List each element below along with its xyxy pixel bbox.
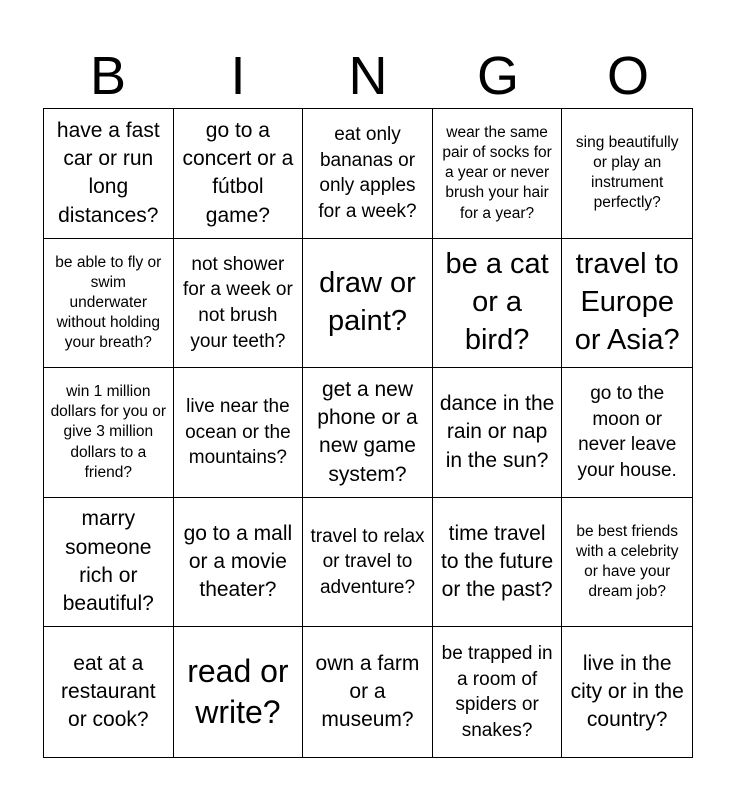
bingo-cell[interactable] [562, 368, 692, 498]
bingo-cell[interactable] [562, 109, 692, 239]
bingo-cell-text: go to a concert or a fútbol game? [182, 118, 294, 227]
bingo-cell[interactable] [303, 239, 433, 369]
bingo-cell-text: eat only bananas or only apples for a week? [318, 124, 417, 222]
bingo-board [43, 108, 693, 758]
bingo-cell-text: be a cat or a bird? [445, 248, 549, 356]
bingo-cell-text: live near the ocean or the mountains? [185, 396, 291, 469]
bingo-cell[interactable] [433, 239, 563, 369]
bingo-cell-text: be best friends with a celebrity or have your dream job? [575, 522, 679, 601]
bingo-cell[interactable] [562, 239, 692, 369]
bingo-cell[interactable] [44, 109, 174, 239]
bingo-cell[interactable] [303, 498, 433, 628]
bingo-cell-text: live in the city or in the country? [570, 651, 684, 732]
header-letter-i: I [230, 46, 246, 106]
bingo-cell-text: be able to fly or swim underwater without holding your breath? [55, 253, 162, 352]
bingo-cell-text: eat at a restaurant or cook? [61, 651, 156, 732]
bingo-cell[interactable] [303, 627, 433, 757]
bingo-cell-text: time travel to the future or the past? [441, 521, 554, 602]
bingo-cell-text: have a fast car or run long distances? [56, 118, 160, 227]
bingo-cell[interactable] [174, 239, 304, 369]
bingo-cell-text: be trapped in a room of spiders or snakes? [441, 642, 553, 741]
bingo-cell-text: go to a mall or a movie theater? [183, 521, 293, 602]
bingo-cell-text: go to the moon or never leave your house. [577, 383, 677, 482]
bingo-cell[interactable] [174, 368, 304, 498]
header-letter-b: B [89, 46, 127, 106]
bingo-cell[interactable] [44, 627, 174, 757]
bingo-cell-text: read or write? [187, 652, 289, 731]
bingo-cell-text: travel to Europe or Asia? [574, 248, 680, 356]
bingo-cell[interactable] [44, 368, 174, 498]
bingo-cell[interactable] [433, 368, 563, 498]
bingo-cell[interactable] [44, 239, 174, 369]
bingo-cell-text: draw or paint? [319, 267, 416, 337]
bingo-cell-text: travel to relax or travel to adventure? [310, 525, 425, 598]
bingo-cell-text: wear the same pair of socks for a year or never brush your hair for a year? [442, 123, 552, 222]
bingo-cell[interactable] [44, 498, 174, 628]
bingo-cell-text: get a new phone or a new game system? [317, 377, 418, 486]
bingo-cell[interactable] [433, 627, 563, 757]
header-letter-g: G [476, 46, 519, 106]
header-letter-o: O [606, 46, 649, 106]
bingo-cell-text: own a farm or a museum? [315, 651, 420, 732]
bingo-cell[interactable] [303, 368, 433, 498]
bingo-cell-text: not shower for a week or not brush your teeth? [182, 253, 293, 352]
bingo-cell[interactable] [174, 109, 304, 239]
header-letter-n: N [348, 46, 388, 106]
bingo-cell-text: sing beautifully or play an instrument perfectly? [575, 134, 679, 212]
bingo-header [43, 44, 693, 108]
bingo-cell[interactable] [174, 498, 304, 628]
bingo-cell[interactable] [562, 498, 692, 628]
bingo-cell[interactable] [433, 109, 563, 239]
bingo-cell-text: dance in the rain or nap in the sun? [439, 391, 555, 472]
bingo-cell-text: win 1 million dollars for you or give 3 million dollars to a friend? [50, 383, 167, 481]
bingo-cell[interactable] [174, 627, 304, 757]
bingo-cell[interactable] [562, 627, 692, 757]
bingo-cell-text: marry someone rich or beautiful? [62, 507, 154, 616]
bingo-cell[interactable] [303, 109, 433, 239]
bingo-cell[interactable] [433, 498, 563, 628]
